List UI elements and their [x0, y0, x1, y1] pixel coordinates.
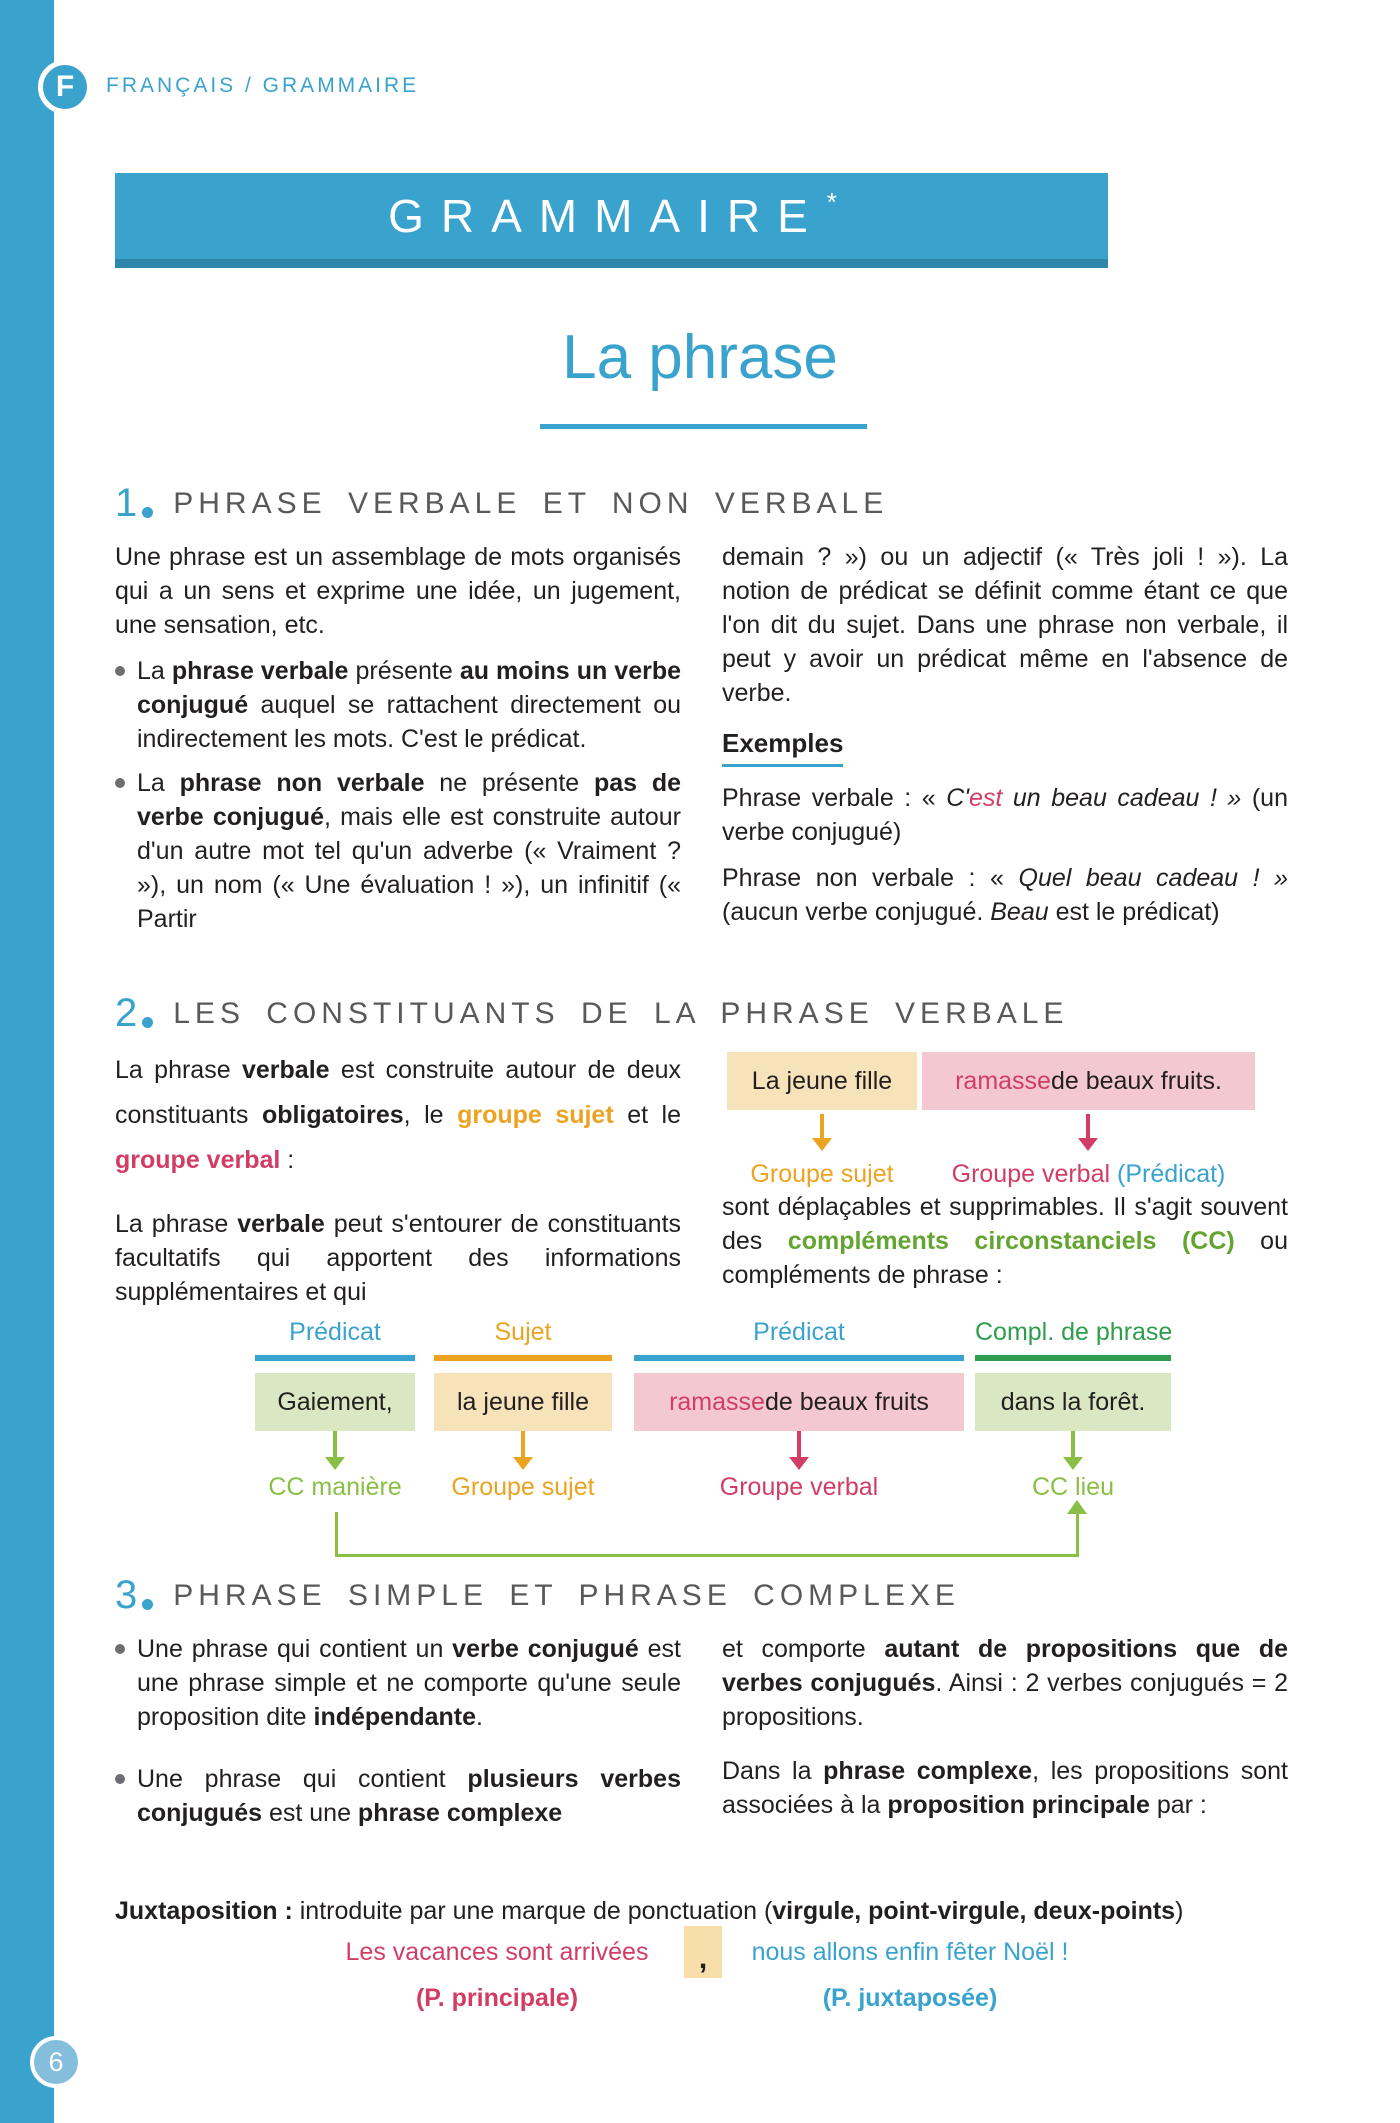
subject-group-label: Groupe sujet: [750, 1160, 894, 1188]
group-label: Groupe verbal: [719, 1473, 879, 1501]
section-2-left-column: [115, 1048, 681, 1321]
section-3-left-column: [115, 1632, 681, 1840]
diagram-column-groupe-sujet: [434, 1318, 612, 1502]
paragraph: La phrase verbale peut s'entourer de constituants facultatifs qui apportent des informations supplémentaires et qui: [115, 1210, 682, 1306]
word-box: ramasse de beaux fruits: [634, 1373, 964, 1431]
section-number: 2: [115, 991, 138, 1035]
function-label: Prédicat: [289, 1318, 381, 1346]
section-2-right-column: [722, 1190, 1288, 1304]
title-underline: [540, 424, 867, 429]
section-dot-icon: [142, 1599, 153, 1610]
paragraph: Dans la phrase complexe, les propositions sont associées à la proposition principale par :: [722, 1757, 1288, 1819]
underline-bar: [975, 1355, 1171, 1361]
paragraph: demain ? ») ou un adjectif (« Très joli ! »). La notion de prédicat se définit comme étant ce que l'on dit du sujet. Dans une phrase non verbale, il peut y avoir un prédicat même en l'absence de verbe.: [722, 543, 1288, 707]
section-number: 1: [115, 481, 138, 525]
subject-group-box: La jeune fille: [727, 1052, 917, 1110]
arrow-down-icon: [820, 1114, 824, 1138]
juxtaposed-clause-text: nous allons enfin fêter Noël !: [751, 1938, 1069, 1966]
comma-punctuation-box: ,: [684, 1926, 722, 1978]
example-nonverbal-sentence: Phrase non verbale : « Quel beau cadeau ! » (aucun verbe conjugué. Beau est le prédicat): [722, 864, 1289, 926]
asterisk-mark: *: [826, 186, 837, 217]
section-title: PHRASE VERBALE ET NON VERBALE: [173, 487, 889, 520]
page-number-badge: 6: [30, 2036, 82, 2088]
section-title: LES CONSTITUANTS DE LA PHRASE VERBALE: [173, 997, 1069, 1030]
arrow-down-icon: [333, 1431, 337, 1457]
section-3-right-column: [722, 1632, 1288, 1834]
underline-bar: [434, 1355, 612, 1361]
arrow-down-icon: [1086, 1114, 1090, 1138]
underline-bar: [255, 1355, 415, 1361]
page-title: La phrase: [562, 323, 838, 392]
word-box: la jeune fille: [434, 1373, 612, 1431]
bullet-dot-icon: [115, 1774, 125, 1784]
left-accent-bar: [0, 0, 54, 2123]
function-label: Prédicat: [753, 1318, 845, 1346]
underline-bar: [634, 1355, 964, 1361]
group-label: CC manière: [268, 1473, 402, 1501]
arrow-down-icon: [1071, 1431, 1075, 1457]
paragraph: La phrase verbale est construite autour de deux constituants obligatoires, le groupe sujet et le groupe verbal :: [115, 1056, 682, 1174]
verb-group-label: Groupe verbal (Prédicat): [951, 1160, 1226, 1188]
juxtaposed-clause-label: (P. juxtaposée): [822, 1984, 998, 2012]
bullet-dot-icon: [115, 1644, 125, 1654]
bullet-item: Une phrase qui contient plusieurs verbes conjugués est une phrase complexe: [115, 1762, 681, 1830]
subject-badge: [38, 60, 92, 114]
chapter-banner: [115, 173, 1108, 268]
section-dot-icon: [142, 1017, 153, 1028]
main-clause-text: Les vacances sont arrivées: [345, 1938, 649, 1966]
section-dot-icon: [142, 507, 153, 518]
diagram-column-cc-maniere: [255, 1318, 415, 1502]
paragraph: sont déplaçables et supprimables. Il s'agit souvent des compléments circonstanciels (CC) ou compléments de phrase :: [722, 1193, 1288, 1289]
group-label: CC lieu: [1032, 1473, 1114, 1501]
word-box: dans la forêt.: [975, 1373, 1171, 1431]
section-title: PHRASE SIMPLE ET PHRASE COMPLEXE: [173, 1579, 960, 1612]
bullet-item: La phrase verbale présente au moins un verbe conjugué auquel se rattachent directement ou indirectement les mots. C'est le prédicat.: [115, 654, 681, 756]
section-1-right-column: [722, 540, 1288, 941]
bullet-dot-icon: [115, 778, 125, 788]
function-label: Compl. de phrase: [975, 1318, 1173, 1346]
examples-label: Exemples: [722, 728, 843, 767]
example-verbal-sentence: Phrase verbale : « C'est un beau cadeau ! » (un verbe conjugué): [722, 784, 1288, 846]
verb-group-box: ramasse de beaux fruits.: [922, 1052, 1255, 1110]
word-box: Gaiement,: [255, 1373, 415, 1431]
section-1-left-column: [115, 540, 681, 946]
bullet-item: La phrase non verbale ne présente pas de verbe conjugué, mais elle est construite autour d'un autre mot tel qu'un adverbe (« Vraiment ? »), un nom (« Une évaluation ! »), un infinitif (« Partir: [115, 766, 681, 936]
chapter-banner-title: GRAMMAIRE: [388, 190, 825, 242]
function-label: Sujet: [494, 1318, 552, 1346]
subject-badge-letter: F: [55, 70, 75, 103]
arrow-down-icon: [797, 1431, 801, 1457]
breadcrumb: FRANÇAIS / GRAMMAIRE: [106, 74, 420, 97]
juxtaposition-definition: Juxtaposition : introduite par une marque de ponctuation (virgule, point-virgule, deux-points): [115, 1897, 1184, 1925]
diagram-column-groupe-verbal: [634, 1318, 964, 1502]
arrow-down-icon: [521, 1431, 525, 1457]
bullet-item: Une phrase qui contient un verbe conjugué est une phrase simple et ne comporte qu'une seule proposition dite indépendante.: [115, 1632, 681, 1752]
bullet-dot-icon: [115, 666, 125, 676]
section-2-heading: [115, 991, 1069, 1035]
section-1-heading: [115, 481, 889, 525]
section-number: 3: [115, 1573, 138, 1617]
sentence-constituents-diagram: [722, 1052, 1288, 1192]
main-clause-label: (P. principale): [415, 1984, 579, 2012]
group-label: Groupe sujet: [451, 1473, 595, 1501]
paragraph: et comporte autant de propositions que de verbes conjugués. Ainsi : 2 verbes conjugués = 2 propositions.: [722, 1635, 1289, 1731]
cc-connector-bracket: [335, 1512, 1079, 1557]
section-3-heading: [115, 1573, 960, 1617]
paragraph: Une phrase est un assemblage de mots organisés qui a un sens et exprime une idée, un jugement, une sensation, etc.: [115, 543, 681, 639]
diagram-column-cc-lieu: [975, 1318, 1171, 1502]
